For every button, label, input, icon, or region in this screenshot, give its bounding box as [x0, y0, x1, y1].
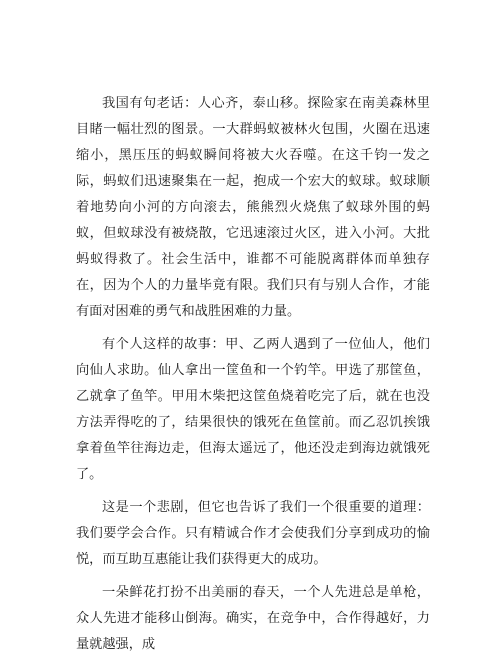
- document-body: [76, 91, 430, 665]
- paragraph-4: 一朵鲜花打扮不出美丽的春天，一个人先进总是单枪，众人先进才能移山倒海。确实，在竞争中，合作得越好，力量就越强，成: [76, 585, 430, 652]
- paragraph-3: 这是一个悲剧，但它也告诉了我们一个很重要的道理：我们要学会合作。只有精诚合作才会使我们分享到成功的愉悦，而互助互惠能让我们获得更大的成功。: [76, 500, 430, 567]
- paragraph-2: 有个人这样的故事：甲、乙两人遇到了一位仙人，他们向仙人求助。仙人拿出一筐鱼和一个钓竿。甲选了那筐鱼，乙就拿了鱼竿。甲用木柴把这筐鱼烧着吃完了后，就在也没方法弄得吃的了，结果很快的饿死在鱼筐前。而乙忍饥挨饿拿着鱼竿往海边走，但海太遥远了，他还没走到海边就饿死了。: [76, 337, 430, 482]
- paragraph-1: 我国有句老话：人心齐，泰山移。探险家在南美森林里目睹一幅壮烈的图景。一大群蚂蚁被林火包围，火圈在迅速缩小，黑压压的蚂蚁瞬间将被大火吞噬。在这千钧一发之际，蚂蚁们迅速聚集在一起，抱成一个宏大的蚁球。蚁球顺着地势向小河的方向滚去，熊熊烈火烧焦了蚁球外围的蚂蚁，但蚁球没有被烧散，它迅速滚过火区，进入小河。大批蚂蚁得救了。社会生活中，谁都不可能脱离群体而单独存在，因为个人的力量毕竟有限。我们只有与别人合作，才能有面对困难的勇气和战胜困难的力量。: [76, 96, 430, 319]
